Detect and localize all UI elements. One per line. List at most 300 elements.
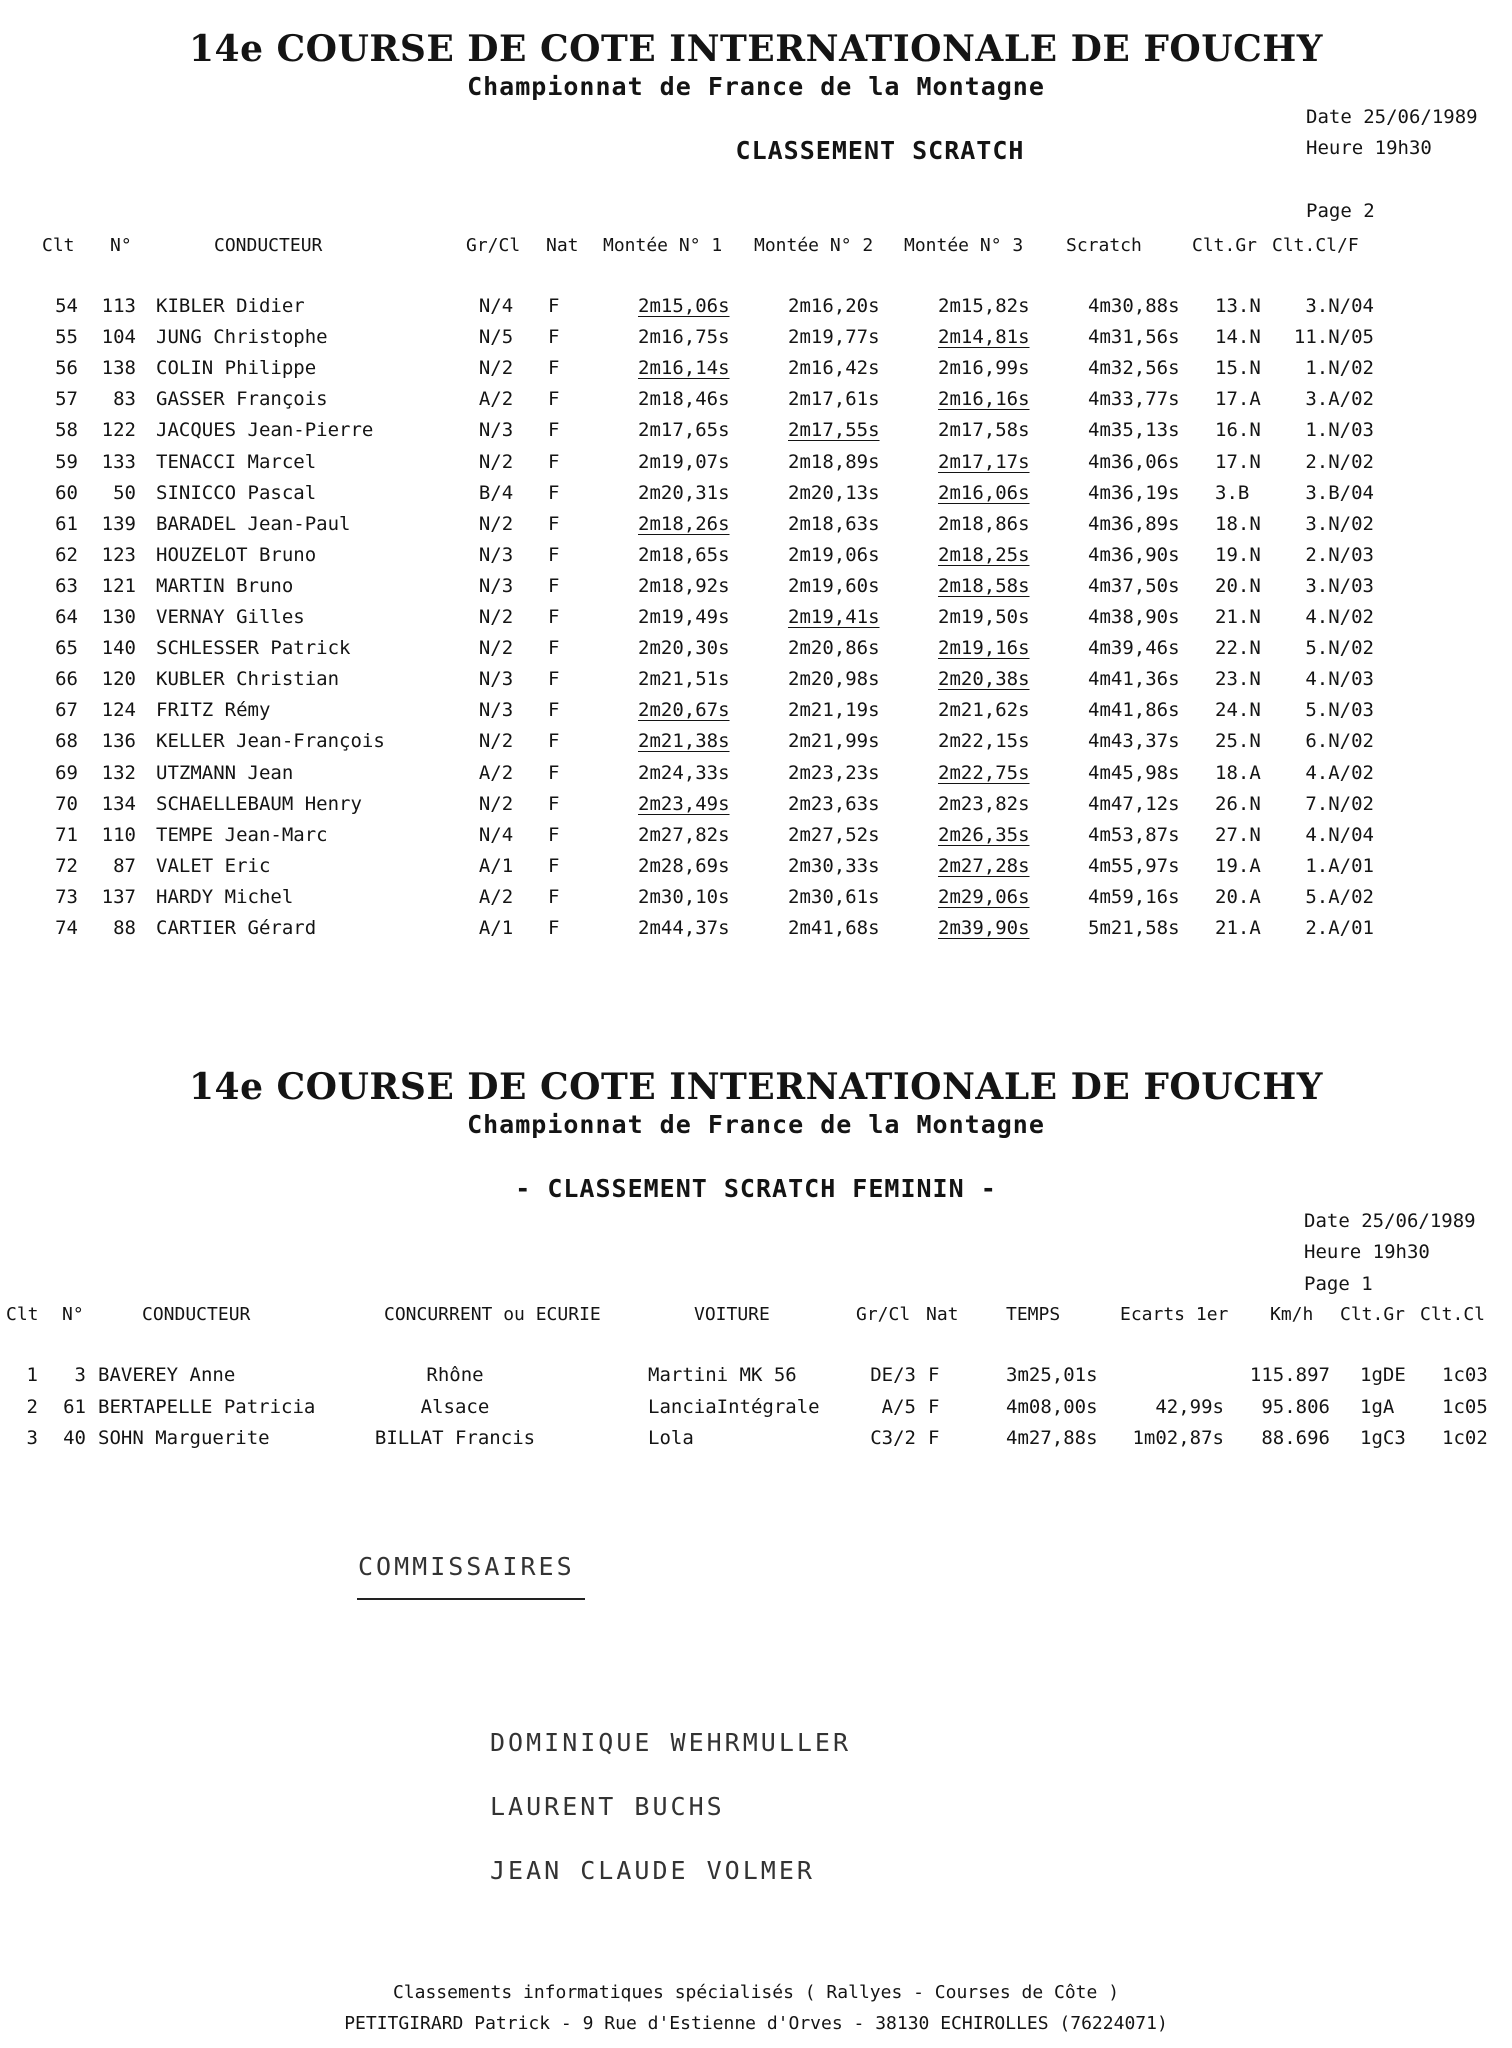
cell-montee1: 2m19,49s [638, 606, 730, 628]
cell-num: 130 [101, 606, 136, 628]
cell-conducteur: TEMPE Jean-Marc [156, 823, 328, 846]
col-num: N° [110, 235, 132, 256]
cell-cltgr: 17.N [1215, 450, 1261, 473]
cell-cltgr: 24.N [1215, 699, 1261, 722]
cell-montee3: 2m19,50s [938, 606, 1030, 628]
cell-cltgr: 1gC3 [1360, 1427, 1406, 1449]
cell-scratch: 4m45,98s [1088, 761, 1180, 784]
cell-scratch: 4m35,13s [1088, 419, 1180, 442]
cell-cltgr: 26.N [1215, 792, 1261, 815]
cell-montee3: 2m16,16s [938, 388, 1030, 411]
cell-conducteur: KUBLER Christian [156, 668, 340, 691]
col-scratch: Scratch [1066, 235, 1142, 256]
cell-montee2: 2m20,86s [788, 637, 880, 660]
cell-montee2: 2m17,61s [788, 388, 880, 411]
cell-cltgr: 22.N [1215, 637, 1261, 660]
cell-montee3: 2m23,82s [938, 792, 1030, 815]
cell-grcl: A/1 [478, 917, 514, 939]
cell-montee3: 2m22,75s [938, 761, 1030, 784]
cell-scratch: 5m21,58s [1088, 917, 1180, 939]
cell-conducteur: TENACCI Marcel [156, 450, 317, 473]
cell-cltgr: 18.A [1215, 761, 1261, 784]
col2-ecurie: CONCURRENT ou ECURIE [384, 1304, 601, 1325]
cell-montee3: 2m29,06s [938, 885, 1030, 908]
cell-cltgr: 16.N [1215, 419, 1261, 442]
cell-nat: F [548, 823, 560, 846]
cell-num: 137 [101, 885, 136, 908]
cell-num: 132 [101, 761, 136, 784]
cell-cltcl: 3.A/02 [1305, 388, 1374, 411]
cell-conducteur: JACQUES Jean-Pierre [156, 419, 374, 442]
page-title: 14e COURSE DE COTE INTERNATIONALE DE FOUCHY [188, 28, 1324, 70]
cell-cltcl: 3.N/04 [1305, 295, 1374, 317]
cell-cltgr: 19.N [1215, 543, 1261, 566]
cell-cltgr: 18.N [1215, 512, 1261, 535]
cell-nat: F [548, 295, 560, 317]
cell-grcl: DE/3 [870, 1364, 916, 1386]
cell-montee2: 2m19,60s [788, 574, 880, 597]
cell-num: 113 [101, 295, 136, 317]
cell-montee1: 2m23,49s [638, 792, 730, 815]
cell-montee2: 2m23,63s [788, 792, 880, 815]
cell-nat: F [548, 512, 560, 535]
cell-conducteur: CARTIER Gérard [156, 917, 317, 939]
cell-clt: 72 [55, 854, 78, 877]
cell-cltgr: 15.N [1215, 357, 1261, 380]
col2-kmh: Km/h [1270, 1304, 1314, 1325]
cell-nat: F [548, 761, 560, 784]
footer-line-2: PETITGIRARD Patrick - 9 Rue d'Estienne d'Orves - 38130 ECHIROLLES (76224071) [344, 2013, 1168, 2034]
cell-conducteur: GASSER François [156, 388, 328, 411]
cell-conducteur: SCHLESSER Patrick [156, 637, 351, 660]
cell-conducteur: VERNAY Gilles [156, 606, 305, 628]
cell-grcl: N/2 [478, 792, 514, 815]
cell-nat: F [928, 1427, 940, 1449]
cell-scratch: 4m30,88s [1088, 295, 1180, 317]
cell-montee3: 2m17,17s [938, 450, 1030, 473]
cell-conducteur: BAVEREY Anne [98, 1364, 236, 1386]
cell-scratch: 4m33,77s [1088, 388, 1180, 411]
cell-cltgr: 21.N [1215, 606, 1261, 628]
cell-clt: 60 [55, 481, 78, 504]
cell-clt: 68 [55, 730, 78, 753]
cell-num: 120 [101, 668, 136, 691]
cell-cltcl: 1c05 [1442, 1395, 1488, 1418]
cell-nat: F [548, 699, 560, 722]
cell-num: 134 [101, 792, 136, 815]
cell-cltgr: 20.A [1215, 885, 1261, 908]
cell-num: 83 [113, 388, 136, 411]
col-conducteur: CONDUCTEUR [214, 235, 323, 256]
cell-grcl: A/1 [478, 854, 514, 877]
cell-conducteur: HARDY Michel [156, 885, 294, 908]
cell-cltcl: 4.N/04 [1305, 823, 1374, 846]
cell-cltgr: 27.N [1215, 823, 1261, 846]
cell-ecart: 42,99s [1155, 1395, 1224, 1418]
page-title-2: 14e COURSE DE COTE INTERNATIONALE DE FOUCHY [188, 1066, 1324, 1108]
cell-cltcl: 1.A/01 [1305, 854, 1374, 877]
cell-nat: F [928, 1364, 940, 1386]
cell-grcl: A/2 [478, 388, 514, 411]
cell-montee1: 2m20,31s [638, 481, 730, 504]
cell-cltcl: 1c03 [1442, 1364, 1488, 1386]
cell-clt: 62 [55, 543, 78, 566]
cell-clt: 67 [55, 699, 78, 722]
cell-cltcl: 5.A/02 [1305, 885, 1374, 908]
cell-num: 140 [101, 637, 136, 660]
cell-grcl: N/2 [478, 606, 514, 628]
cell-cltgr: 1gDE [1360, 1364, 1406, 1386]
cell-clt: 1 [26, 1364, 38, 1386]
cell-montee3: 2m14,81s [938, 326, 1030, 349]
col-montee1: Montée N° 1 [603, 235, 723, 256]
cell-nat: F [548, 574, 560, 597]
cell-cltcl: 2.N/02 [1305, 450, 1374, 473]
cell-grcl: A/2 [478, 761, 514, 784]
cell-scratch: 4m36,06s [1088, 450, 1180, 473]
cell-voiture: Martini MK 56 [648, 1364, 797, 1386]
col2-cltcl: Clt.Cl [1420, 1304, 1486, 1325]
cell-montee1: 2m21,51s [638, 668, 730, 691]
cell-grcl: N/3 [478, 419, 514, 442]
cell-clt: 54 [55, 295, 78, 317]
cell-conducteur: BARADEL Jean-Paul [156, 512, 351, 535]
cell-montee3: 2m21,62s [938, 699, 1030, 722]
cell-nat: F [548, 481, 560, 504]
cell-montee1: 2m20,30s [638, 637, 730, 660]
cell-num: 50 [113, 481, 136, 504]
cell-temps: 4m08,00s [1006, 1395, 1098, 1418]
cell-nat: F [548, 450, 560, 473]
cell-cltcl: 4.N/03 [1305, 668, 1374, 691]
cell-conducteur: KIBLER Didier [156, 295, 305, 317]
col-montee3: Montée N° 3 [904, 235, 1024, 256]
cell-montee2: 2m23,23s [788, 761, 880, 784]
cell-montee1: 2m19,07s [638, 450, 730, 473]
date-label: Date 25/06/1989 [1306, 106, 1478, 128]
cell-montee3: 2m17,58s [938, 419, 1030, 442]
cell-montee2: 2m16,20s [788, 295, 880, 317]
cell-montee1: 2m21,38s [638, 730, 730, 753]
cell-montee2: 2m27,52s [788, 823, 880, 846]
cell-grcl: N/3 [478, 543, 514, 566]
cell-scratch: 4m36,89s [1088, 512, 1180, 535]
cell-grcl: B/4 [478, 481, 514, 504]
cell-conducteur: SOHN Marguerite [98, 1427, 270, 1449]
cell-conducteur: UTZMANN Jean [156, 761, 294, 784]
heure-label-2: Heure 19h30 [1304, 1241, 1430, 1263]
cell-num: 3 [74, 1364, 86, 1386]
cell-montee2: 2m18,89s [788, 450, 880, 473]
cell-montee2: 2m16,42s [788, 357, 880, 380]
cell-cltgr: 20.N [1215, 574, 1261, 597]
cell-scratch: 4m37,50s [1088, 574, 1180, 597]
cell-scratch: 4m32,56s [1088, 357, 1180, 380]
cell-montee3: 2m18,86s [938, 512, 1030, 535]
cell-cltcl: 2.A/01 [1305, 917, 1374, 939]
cell-clt: 2 [26, 1395, 38, 1418]
col-cltgr: Clt.Gr [1192, 235, 1258, 256]
cell-clt: 73 [55, 885, 78, 908]
cell-grcl: N/5 [478, 326, 514, 349]
cell-clt: 66 [55, 668, 78, 691]
commissaire-name: DOMINIQUE WEHRMULLER [490, 1728, 852, 1757]
cell-num: 123 [101, 543, 136, 566]
cell-montee3: 2m18,58s [938, 574, 1030, 597]
cell-cltcl: 1c02 [1442, 1427, 1488, 1449]
cell-scratch: 4m41,86s [1088, 699, 1180, 722]
cell-conducteur: JUNG Christophe [156, 326, 328, 349]
cell-nat: F [548, 917, 560, 939]
page-number: Page 2 [1306, 200, 1375, 222]
cell-grcl: N/2 [478, 512, 514, 535]
cell-nat: F [928, 1395, 940, 1418]
cell-num: 124 [101, 699, 136, 722]
cell-scratch: 4m36,19s [1088, 481, 1180, 504]
cell-nat: F [548, 885, 560, 908]
cell-conducteur: SCHAELLEBAUM Henry [156, 792, 362, 815]
cell-cltcl: 3.B/04 [1305, 481, 1374, 504]
cell-montee2: 2m30,33s [788, 854, 880, 877]
cell-conducteur: HOUZELOT Bruno [156, 543, 317, 566]
cell-montee3: 2m18,25s [938, 543, 1030, 566]
cell-cltcl: 4.A/02 [1305, 761, 1374, 784]
cell-ecurie: Rhône [426, 1364, 484, 1386]
page-subtitle-2: Championnat de France de la Montagne [467, 1110, 1045, 1139]
cell-montee2: 2m19,41s [788, 606, 880, 628]
col2-voiture: VOITURE [694, 1304, 770, 1325]
col2-ecarts: Ecarts 1er [1120, 1304, 1229, 1325]
cell-nat: F [548, 388, 560, 411]
cell-clt: 64 [55, 606, 78, 628]
commissaire-name: JEAN CLAUDE VOLMER [490, 1856, 815, 1885]
cell-cltcl: 6.N/02 [1305, 730, 1374, 753]
cell-montee1: 2m27,82s [638, 823, 730, 846]
cell-grcl: N/2 [478, 730, 514, 753]
cell-montee3: 2m22,15s [938, 730, 1030, 753]
cell-montee2: 2m21,99s [788, 730, 880, 753]
cell-clt: 71 [55, 823, 78, 846]
cell-cltgr: 21.A [1215, 917, 1261, 939]
col2-temps: TEMPS [1006, 1304, 1061, 1325]
cell-grcl: N/3 [478, 699, 514, 722]
cell-nat: F [548, 357, 560, 380]
cell-conducteur: VALET Eric [156, 854, 271, 877]
cell-num: 136 [101, 730, 136, 753]
cell-temps: 3m25,01s [1006, 1364, 1098, 1386]
cell-cltcl: 1.N/03 [1305, 419, 1374, 442]
col2-clt: Clt [6, 1304, 39, 1325]
cell-grcl: N/4 [478, 823, 514, 846]
cell-clt: 3 [26, 1427, 38, 1449]
cell-scratch: 4m38,90s [1088, 606, 1180, 628]
cell-num: 87 [113, 854, 136, 877]
cell-grcl: N/2 [478, 357, 514, 380]
cell-num: 138 [101, 357, 136, 380]
cell-clt: 63 [55, 574, 78, 597]
cell-clt: 65 [55, 637, 78, 660]
cell-cltcl: 11.N/05 [1293, 326, 1374, 349]
cell-montee2: 2m41,68s [788, 917, 880, 939]
cell-conducteur: BERTAPELLE Patricia [98, 1395, 316, 1418]
cell-kmh: 115.897 [1249, 1364, 1330, 1386]
col-montee2: Montée N° 2 [754, 235, 874, 256]
cell-grcl: A/5 [881, 1395, 916, 1418]
cell-montee1: 2m24,33s [638, 761, 730, 784]
cell-montee3: 2m20,38s [938, 668, 1030, 691]
cell-cltgr: 23.N [1215, 668, 1261, 691]
cell-montee3: 2m39,90s [938, 917, 1030, 939]
cell-clt: 59 [55, 450, 78, 473]
cell-clt: 70 [55, 792, 78, 815]
col2-nat: Nat [926, 1304, 959, 1325]
cell-scratch: 4m55,97s [1088, 854, 1180, 877]
col-cltcl: Clt.Cl/F [1272, 235, 1359, 256]
cell-conducteur: MARTIN Bruno [156, 574, 294, 597]
heading-underline [357, 1598, 585, 1600]
cell-montee2: 2m20,98s [788, 668, 880, 691]
col-nat: Nat [546, 235, 579, 256]
cell-scratch: 4m47,12s [1088, 792, 1180, 815]
cell-nat: F [548, 326, 560, 349]
cell-montee1: 2m16,14s [638, 357, 730, 380]
page-number-2: Page 1 [1304, 1273, 1373, 1295]
cell-grcl: N/2 [478, 637, 514, 660]
cell-clt: 58 [55, 419, 78, 442]
cell-conducteur: FRITZ Rémy [156, 699, 271, 722]
cell-cltgr: 13.N [1215, 295, 1261, 317]
cell-num: 104 [101, 326, 136, 349]
cell-nat: F [548, 543, 560, 566]
cell-cltgr: 14.N [1215, 326, 1261, 349]
commissaire-name: LAURENT BUCHS [490, 1792, 725, 1821]
cell-grcl: C3/2 [870, 1427, 916, 1449]
footer-line-1: Classements informatiques spécialisés ( Rallyes - Courses de Côte ) [392, 1982, 1120, 2003]
cell-montee3: 2m16,06s [938, 481, 1030, 504]
cell-cltcl: 3.N/02 [1305, 512, 1374, 535]
cell-montee3: 2m26,35s [938, 823, 1030, 846]
cell-num: 40 [63, 1427, 86, 1449]
cell-nat: F [548, 730, 560, 753]
cell-nat: F [548, 419, 560, 442]
cell-conducteur: COLIN Philippe [156, 357, 317, 380]
cell-scratch: 4m43,37s [1088, 730, 1180, 753]
cell-cltgr: 25.N [1215, 730, 1261, 753]
cell-kmh: 88.696 [1261, 1427, 1330, 1449]
cell-nat: F [548, 606, 560, 628]
cell-grcl: N/2 [478, 450, 514, 473]
cell-voiture: Lola [648, 1427, 694, 1449]
cell-clt: 69 [55, 761, 78, 784]
cell-scratch: 4m36,90s [1088, 543, 1180, 566]
cell-cltcl: 3.N/03 [1305, 574, 1374, 597]
classement-title-2: - CLASSEMENT SCRATCH FEMININ - [515, 1174, 997, 1203]
cell-montee1: 2m15,06s [638, 295, 730, 317]
cell-ecurie: Alsace [420, 1395, 490, 1418]
cell-cltgr: 17.A [1215, 388, 1261, 411]
cell-clt: 56 [55, 357, 78, 380]
cell-scratch: 4m39,46s [1088, 637, 1180, 660]
cell-montee2: 2m19,06s [788, 543, 880, 566]
cell-montee2: 2m20,13s [788, 481, 880, 504]
col2-conducteur: CONDUCTEUR [142, 1304, 251, 1325]
col2-grcl: Gr/Cl [856, 1304, 911, 1325]
cell-clt: 57 [55, 388, 78, 411]
cell-montee1: 2m16,75s [638, 326, 730, 349]
cell-clt: 74 [55, 917, 78, 939]
cell-nat: F [548, 854, 560, 877]
cell-cltgr: 3.B [1215, 481, 1250, 504]
cell-cltgr: 19.A [1215, 854, 1261, 877]
cell-montee1: 2m18,46s [638, 388, 730, 411]
cell-montee3: 2m27,28s [938, 854, 1030, 877]
cell-cltcl: 1.N/02 [1305, 357, 1374, 380]
col2-num: N° [62, 1304, 84, 1325]
cell-montee2: 2m18,63s [788, 512, 880, 535]
cell-montee1: 2m18,65s [638, 543, 730, 566]
cell-kmh: 95.806 [1261, 1395, 1330, 1418]
cell-scratch: 4m31,56s [1088, 326, 1180, 349]
cell-montee3: 2m15,82s [938, 295, 1030, 317]
cell-clt: 55 [55, 326, 78, 349]
cell-ecart: 1m02,87s [1132, 1427, 1224, 1449]
heure-label: Heure 19h30 [1306, 137, 1432, 159]
cell-clt: 61 [55, 512, 78, 535]
cell-scratch: 4m53,87s [1088, 823, 1180, 846]
cell-ecurie: BILLAT Francis [374, 1427, 536, 1449]
cell-num: 110 [101, 823, 136, 846]
cell-grcl: N/3 [478, 668, 514, 691]
cell-montee1: 2m20,67s [638, 699, 730, 722]
cell-scratch: 4m59,16s [1088, 885, 1180, 908]
cell-temps: 4m27,88s [1006, 1427, 1098, 1449]
cell-montee2: 2m17,55s [788, 419, 880, 442]
cell-cltcl: 2.N/03 [1305, 543, 1374, 566]
cell-num: 139 [101, 512, 136, 535]
classement-title: CLASSEMENT SCRATCH [735, 136, 1025, 165]
cell-num: 61 [63, 1395, 86, 1418]
cell-grcl: N/4 [478, 295, 514, 317]
cell-nat: F [548, 792, 560, 815]
cell-montee1: 2m30,10s [638, 885, 730, 908]
cell-conducteur: SINICCO Pascal [156, 481, 317, 504]
cell-grcl: N/3 [478, 574, 514, 597]
cell-scratch: 4m41,36s [1088, 668, 1180, 691]
cell-montee3: 2m16,99s [938, 357, 1030, 380]
cell-cltcl: 4.N/02 [1305, 606, 1374, 628]
cell-nat: F [548, 637, 560, 660]
cell-num: 88 [113, 917, 136, 939]
cell-cltgr: 1gA [1360, 1395, 1395, 1418]
cell-cltcl: 7.N/02 [1305, 792, 1374, 815]
page-subtitle: Championnat de France de la Montagne [467, 72, 1045, 101]
commissaires-heading: COMMISSAIRES [358, 1552, 575, 1581]
cell-num: 122 [101, 419, 136, 442]
col2-cltgr: Clt.Gr [1340, 1304, 1406, 1325]
cell-cltcl: 5.N/03 [1305, 699, 1374, 722]
cell-montee2: 2m30,61s [788, 885, 880, 908]
cell-montee1: 2m28,69s [638, 854, 730, 877]
cell-montee2: 2m19,77s [788, 326, 880, 349]
cell-montee3: 2m19,16s [938, 637, 1030, 660]
cell-nat: F [548, 668, 560, 691]
cell-grcl: A/2 [478, 885, 514, 908]
cell-montee1: 2m44,37s [638, 917, 730, 939]
cell-conducteur: KELLER Jean-François [156, 730, 385, 753]
cell-num: 133 [101, 450, 136, 473]
col-clt: Clt [42, 235, 75, 256]
cell-montee2: 2m21,19s [788, 699, 880, 722]
